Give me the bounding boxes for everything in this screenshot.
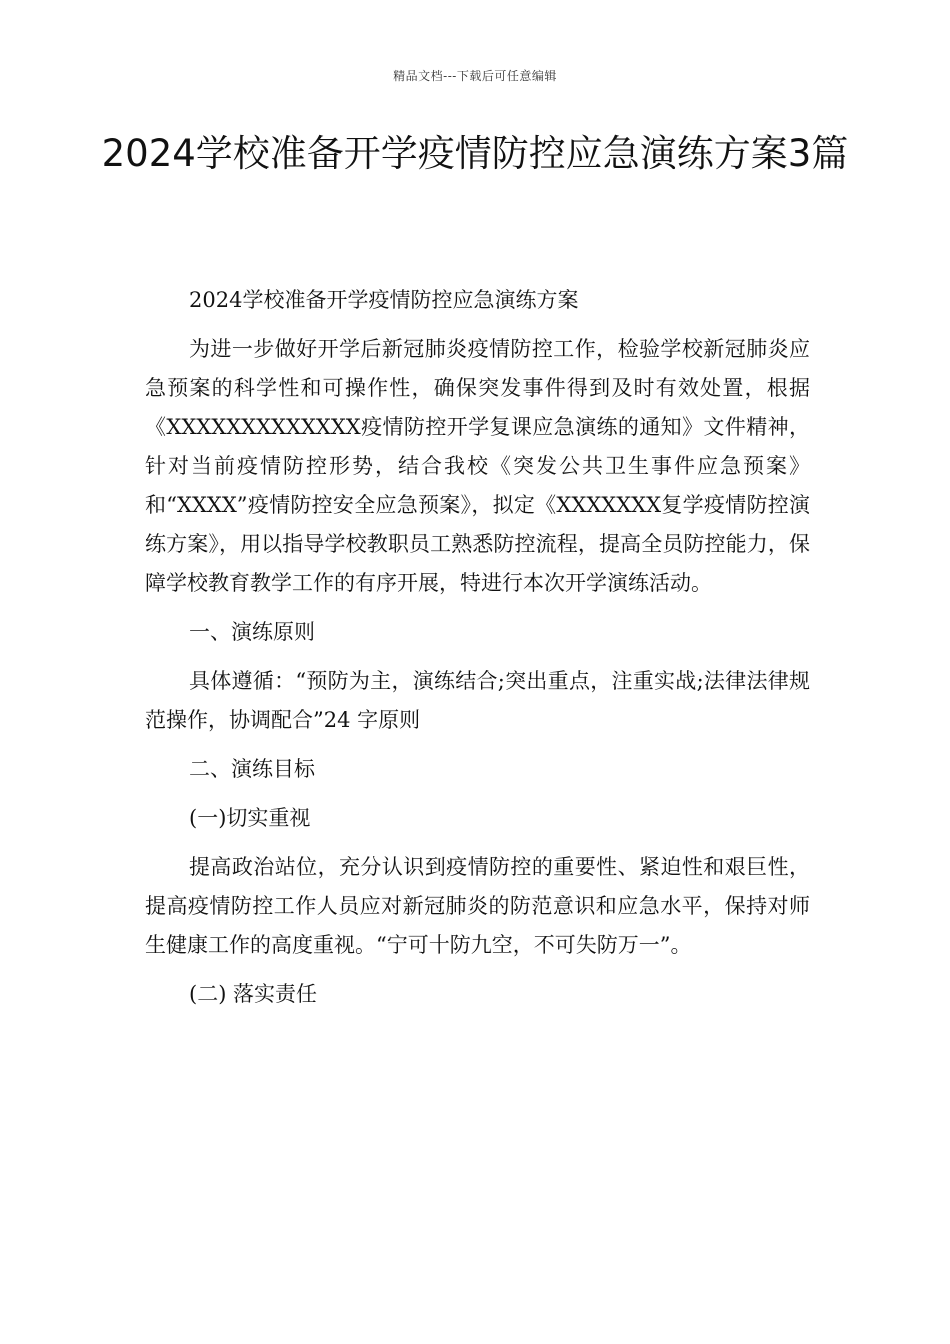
- paragraph-subtitle: 2024学校准备开学疫情防控应急演练方案: [189, 288, 579, 312]
- header-note: 精品文档---下载后可任意编辑: [393, 69, 557, 83]
- paragraph-principles: 具体遵循：“预防为主，演练结合;突出重点，注重实战;法律法律规范操作，协调配合”24 字原则: [145, 669, 810, 732]
- paragraph-intro: 为进一步做好开学后新冠肺炎疫情防控工作，检验学校新冠肺炎应急预案的科学性和可操作性，确保突发事件得到及时有效处置，根据《XXXXXXXXXXXXX疫情防控开学复课应急演练的通知》文件精神，针对当前疫情防控形势，结合我校《突发公共卫生事件应急预案》和“XXXX”疫情防控安全应急预案》，拟定《XXXXXXX复学疫情防控演练方案》，用以指导学校教职员工熟悉防控流程，提高全员防控能力，保障学校教育教学工作的有序开展，特进行本次开学演练活动。: [145, 337, 810, 595]
- document-title: 2024学校准备开学疫情防控应急演练方案3篇: [101, 132, 849, 175]
- document-body: [145, 281, 810, 1024]
- subheading-attention: (一)切实重视: [189, 806, 311, 830]
- section-heading-goals: 二、演练目标: [189, 757, 315, 781]
- section-heading-principles: 一、演练原则: [189, 620, 315, 644]
- subheading-responsibility: (二) 落实责任: [189, 982, 318, 1006]
- paragraph-attention: 提高政治站位，充分认识到疫情防控的重要性、紧迫性和艰巨性，提高疫情防控工作人员应对新冠肺炎的防范意识和应急水平，保持对师生健康工作的高度重视。“宁可十防九空，不可失防万一”。: [145, 855, 810, 957]
